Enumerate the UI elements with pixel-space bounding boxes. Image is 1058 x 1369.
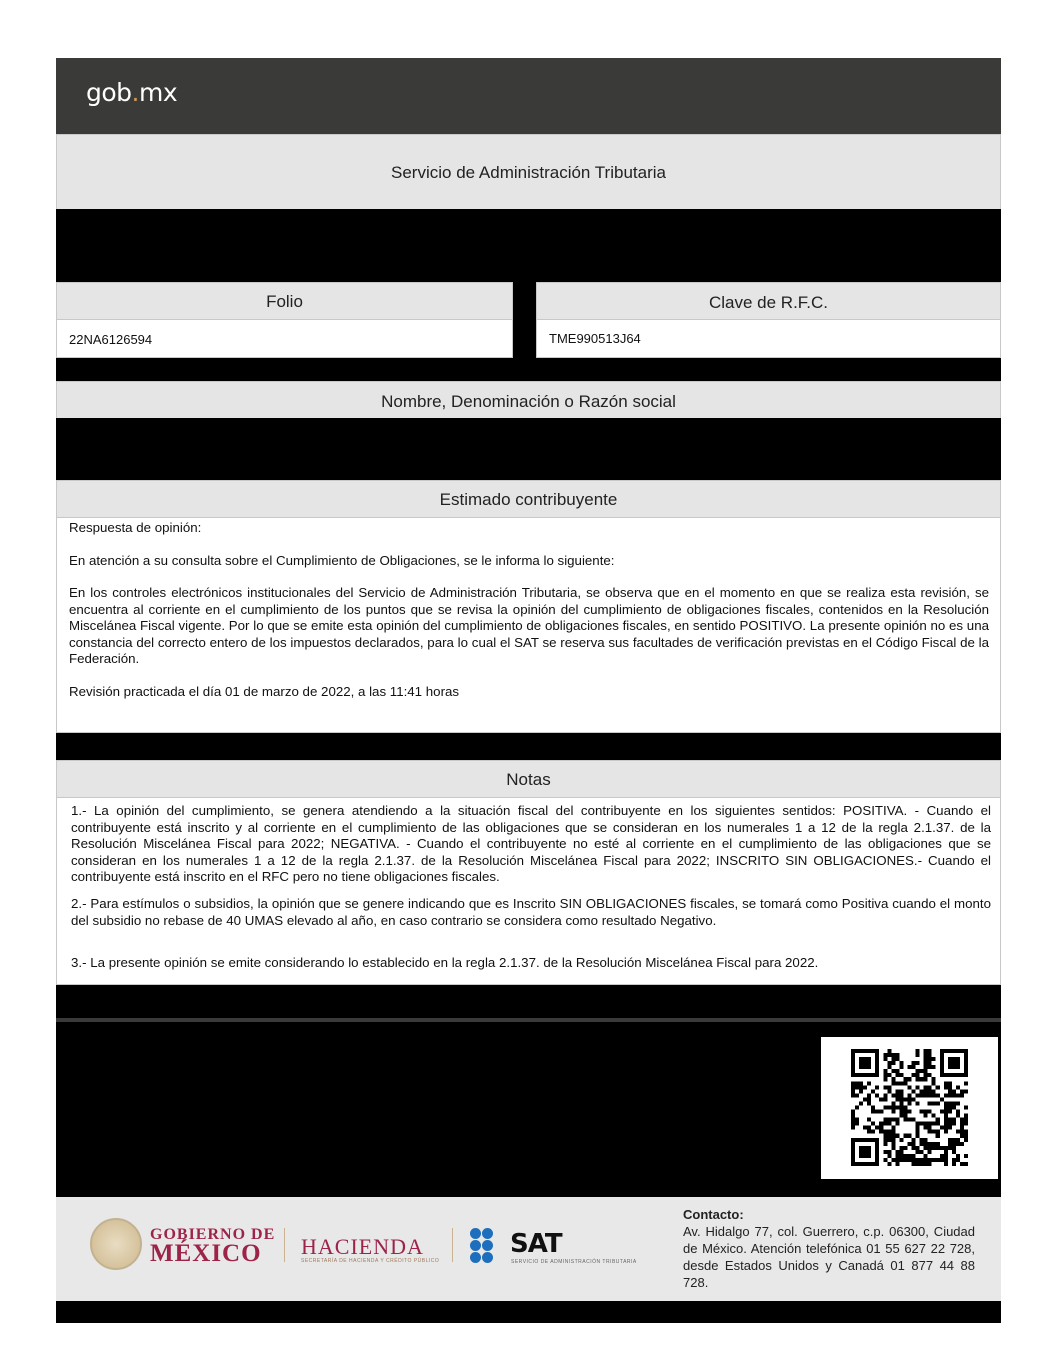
notas-body (56, 797, 1001, 985)
hacienda-logo: HACIENDA (301, 1234, 424, 1259)
rfc-label: Clave de R.F.C. (708, 293, 829, 312)
notas-header (56, 760, 1001, 798)
opinion-attention: En atención a su consulta sobre el Cumplimiento de Obligaciones, se le informa lo siguiente: (69, 553, 615, 568)
nota-3: 3.- La presente opinión se emite considerando lo establecido en la regla 2.1.37. de la Resolución Miscelánea Fiscal para 2022. (71, 955, 819, 970)
folio-value: 22NA6126594 (69, 332, 153, 347)
contribuyente-header (56, 480, 1001, 518)
agency-title: Servicio de Administración Tributaria (391, 163, 666, 182)
contribuyente-label: Estimado contribuyente (439, 490, 618, 509)
folio-label: Folio (266, 292, 303, 311)
redacted-band-3 (56, 733, 1001, 761)
qr-code-box (821, 1037, 998, 1179)
gobierno-line-1: GOBIERNO DE (150, 1226, 276, 1243)
gobierno-line-2: MÉXICO (150, 1240, 262, 1267)
nombre-header (56, 381, 1001, 419)
contribuyente-body (56, 517, 1001, 733)
nombre-label: Nombre, Denominación o Razón social (381, 392, 676, 411)
folio-header (56, 282, 513, 320)
contact-text: Av. Hidalgo 77, col. Guerrero, c.p. 06300, Ciudad de México. Atención telefónica 01 55 627 22 728, desde Estados Unidos y Canadá 01 877 44 88 728. (683, 1224, 975, 1290)
redacted-band-bottom (56, 1301, 1001, 1323)
sat-logo-text: SAT (510, 1229, 562, 1259)
sat-subtitle: SERVICIO DE ADMINISTRACIÓN TRIBUTARIA (511, 1259, 637, 1265)
folio-value-box (56, 319, 513, 358)
rfc-value-box (536, 319, 1001, 358)
nota-2: 2.- Para estímulos o subsidios, la opinión que se genere indicando que es Inscrito SIN OBLIGACIONES fiscales, se tomará como Positiva cuando el monto del subsidio no rebase de 40 UMAS elevado al año, en caso contrario se considera como resultado Negativo. (71, 896, 991, 928)
mexico-seal-icon (90, 1218, 142, 1270)
redacted-band-2 (56, 358, 1001, 382)
rfc-header (536, 282, 1001, 320)
contact-block (683, 1206, 975, 1291)
notas-label: Notas (506, 770, 551, 789)
nota-1: 1.- La opinión del cumplimiento, se genera atendiendo a la situación fiscal del contribuyente en los siguientes sentidos: POSITIVA. - Cuando el contribuyente está inscrito y al corriente en el cumplimiento de las obligaciones que se consideran en los numerales 1 a 12 de la regla 2.1.37. de la Resolución Miscelánea Fiscal para 2022; NEGATIVA. - Cuando el contribuyente no esté al corriente en el cumplimiento de las obligaciones que se consideran en los numerales 1 a 12 de la regla 2.1.37. de la Resolución Miscelánea Fiscal para 2022; INSCRITO SIN OBLIGACIONES.- Cuando el contribuyente está inscrito en el RFC pero no tiene obligaciones fiscales. (71, 803, 991, 884)
seal-divider (56, 1018, 1001, 1022)
logo-suffix: mx (139, 78, 178, 107)
opinion-body: En los controles electrónicos institucionales del Servicio de Administración Tributaria, se observa que en el momento en que se realiza esta revisión, se encuentra al corriente en el cumplimiento de los puntos que se revisa la opinión del cumplimiento de obligaciones fiscales, contenidos en la Resolución Miscelánea Fiscal vigente. Por lo que se emite esta opinión del cumplimiento de obligaciones fiscales, en sentido POSITIVO. La presente opinión no es una constancia del correcto entero de los impuestos declarados, para lo cual el SAT se reserva sus facultades de verificación previstas en el Código Fiscal de la Federación. (69, 585, 989, 666)
qr-code-icon (851, 1049, 968, 1166)
agency-title-box (56, 134, 1001, 210)
sat-dots-icon (470, 1228, 506, 1264)
gobmx-logo[interactable] (86, 78, 177, 107)
gob-header (56, 58, 1001, 134)
footer-separator-2 (452, 1228, 453, 1262)
opinion-revision-date: Revisión practicada el día 01 de marzo de 2022, a las 11:41 horas (69, 684, 460, 699)
hacienda-subtitle: SECRETARÍA DE HACIENDA Y CRÉDITO PÚBLICO (301, 1258, 440, 1264)
footer-separator-1 (284, 1228, 285, 1262)
contact-label: Contacto: (683, 1207, 744, 1222)
rfc-value: TME990513J64 (549, 331, 641, 346)
logo-main: gob (86, 78, 132, 107)
opinion-intro: Respuesta de opinión: (69, 520, 202, 535)
nombre-value-redacted (56, 418, 1001, 481)
logo-dot: . (131, 78, 139, 107)
